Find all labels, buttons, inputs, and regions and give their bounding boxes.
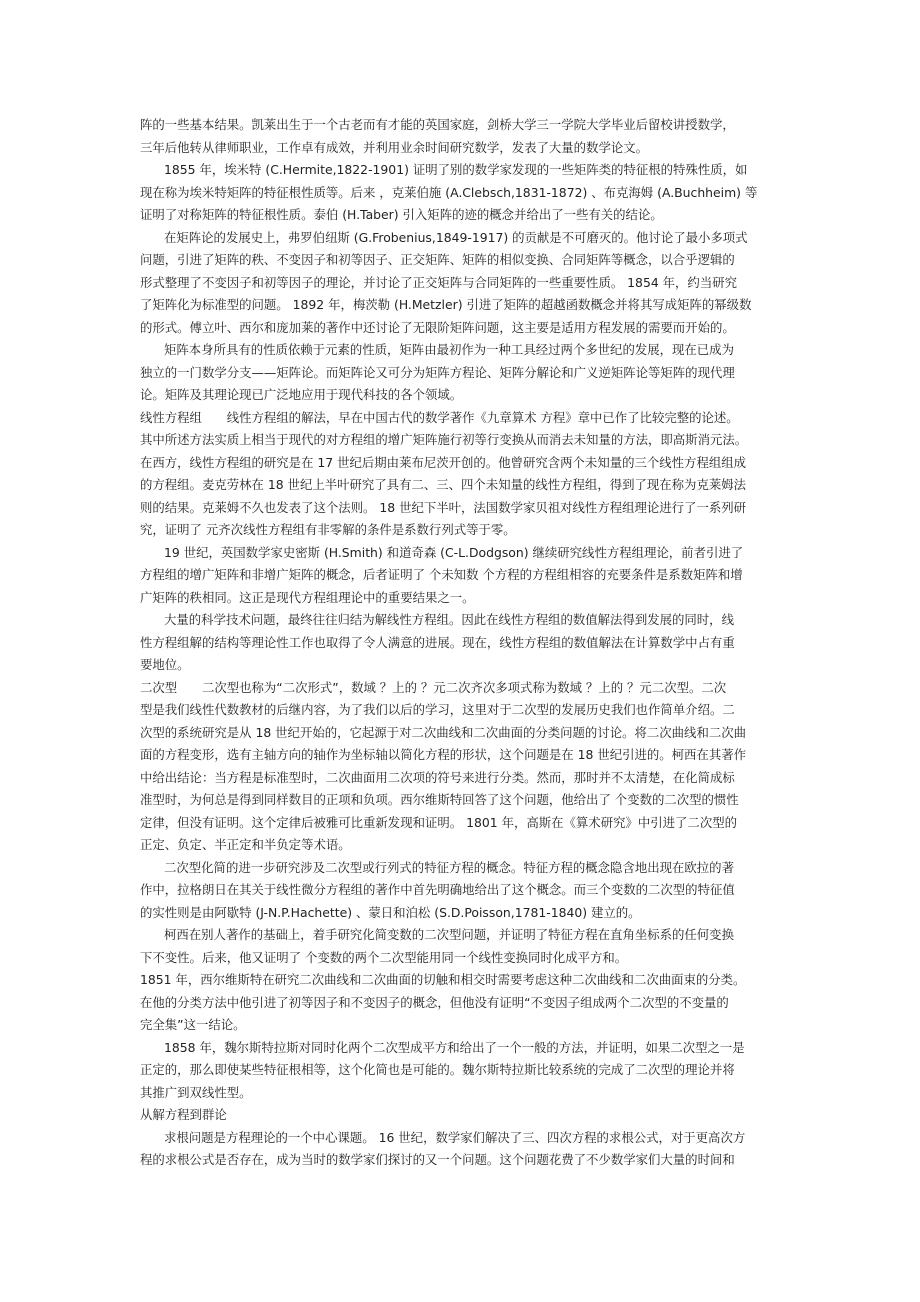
- text-line: 其中所述方法实质上相当于现代的对方程组的增广矩阵施行初等行变换从而消去未知量的方法，即高斯消元法。: [140, 432, 748, 447]
- text-line: 矩阵本身所具有的性质依赖于元素的性质，矩阵由最初作为一种工具经过两个多世纪的发展，现在已成为: [164, 342, 734, 357]
- text-line: 柯西在别人著作的基础上，着手研究化简变数的二次型问题，并证明了特征方程在直角坐标系的任何变换: [164, 927, 734, 942]
- text-line: 大量的科学技术问题，最终往往归结为解线性方程组。因此在线性方程组的数值解法得到发展的同时，线: [164, 612, 734, 627]
- text-line: 方程组的增广矩阵和非增广矩阵的概念，后者证明了 个未知数 个方程的方程组相容的充要条件是系数矩阵和增: [140, 567, 743, 582]
- text-line: 线性方程组 线性方程组的解法，早在中国古代的数学著作《九章算术 方程》章中已作了比较完整的论述。: [140, 409, 739, 425]
- text-line: 广矩阵的秩相同。这正是现代方程组理论中的重要结果之一。: [140, 589, 475, 605]
- text-line: 中给出结论：当方程是标准型时，二次曲面用二次项的符号来进行分类。然而，那时并不太清楚，在化简成标: [140, 769, 735, 785]
- text-line: 从解方程到群论: [140, 1107, 227, 1122]
- text-line: 问题，引进了矩阵的秩、不变因子和初等因子、正交矩阵、矩阵的相似变换、合同矩阵等概念，以合乎逻辑的: [140, 252, 735, 267]
- text-line: 究，证明了 元齐次线性方程组有非零解的条件是系数行列式等于零。: [140, 522, 516, 537]
- text-line: 下不变性。后来，他又证明了 个变数的两个二次型能用同一个线性变换同时化成平方和。: [140, 949, 628, 965]
- text-line: 正定、负定、半正定和半负定等术语。: [140, 837, 351, 852]
- text-line: 性方程组解的结构等理论性工作也取得了令人满意的进展。现在，线性方程组的数值解法在计算数学中占有重: [140, 634, 735, 650]
- text-line: 了矩阵化为标准型的问题。 1892 年，梅茨勒 (H.Metzler) 引进了矩阵的超越函数概念并将其写成矩阵的幂级数: [140, 297, 752, 312]
- text-line: 求根问题是方程理论的一个中心课题。 16 世纪，数学家们解决了三、四次方程的求根公式，对于更高次方: [164, 1129, 746, 1145]
- text-line: 准型时，为何总是得到同样数目的正项和负项。西尔维斯特回答了这个问题，他给出了 个变数的二次型的惯性: [140, 792, 739, 807]
- text-line: 现在称为埃米特矩阵的特征根性质等。后来 ，克莱伯施 (A.Clebsch,1831-1872) 、布克海姆 (A.Buchheim) 等: [140, 184, 758, 200]
- text-line: 阵的一些基本结果。凯莱出生于一个古老而有才能的英国家庭，剑桥大学三一学院大学毕业后留校讲授数学，: [140, 117, 735, 132]
- text-line: 在他的分类方法中他引进了初等因子和不变因子的概念，但他没有证明“不变因子组成两个二次型的不变量的: [140, 994, 729, 1010]
- text-line: 论。矩阵及其理论现已广泛地应用于现代科技的各个领域。: [140, 387, 463, 402]
- text-line: 次型的系统研究是从 18 世纪开始的，它起源于对二次曲线和二次曲面的分类问题的讨论。将二次曲线和二次曲: [140, 724, 747, 740]
- text-line: 1855 年，埃米特 (C.Hermite,1822-1901) 证明了别的数学家发现的一些矩阵类的特征根的特殊性质，如: [164, 162, 748, 177]
- text-line: 1858 年，魏尔斯特拉斯对同时化两个二次型成平方和给出了一个一般的方法，并证明，如果二次型之一是: [164, 1039, 745, 1055]
- text-line: 的方程组。麦克劳林在 18 世纪上半叶研究了具有二、三、四个未知量的线性方程组，得到了现在称为克莱姆法: [140, 477, 747, 492]
- text-line: 完全集”这一结论。: [140, 1017, 246, 1032]
- text-line: 在矩阵论的发展史上，弗罗伯纽斯 (G.Frobenius,1849-1917) 的贡献是不可磨灭的。他讨论了最小多项式: [164, 229, 748, 245]
- text-line: 独立的一门数学分支——矩阵论。而矩阵论又可分为矩阵方程论、矩阵分解论和广义逆矩阵论等矩阵的现代理: [140, 364, 735, 380]
- text-line: 要地位。: [140, 657, 190, 672]
- text-line: 三年后他转从律师职业，工作卓有成效，并利用业余时间研究数学，发表了大量的数学论文。: [140, 139, 649, 155]
- text-line: 定律，但没有证明。这个定律后被雅可比重新发现和证明。 1801 年，高斯在《算术研究》中引进了二次型的: [140, 814, 737, 830]
- text-line: 二次型化简的进一步研究涉及二次型或行列式的特征方程的概念。特征方程的概念隐含地出现在欧拉的著: [164, 859, 734, 875]
- document-body: [140, 114, 788, 1172]
- text-line: 形式整理了不变因子和初等因子的理论，并讨论了正交矩阵与合同矩阵的一些重要性质。 1854 年，约当研究: [140, 274, 737, 290]
- text-line: 型是我们线性代数教材的后继内容，为了我们以后的学习，这里对于二次型的发展历史我们也作简单介绍。二: [140, 702, 735, 717]
- text-line: 19 世纪，英国数学家史密斯 (H.Smith) 和道奇森 (C-L.Dodgson) 继续研究线性方程组理论，前者引进了: [164, 544, 744, 560]
- text-line: 其推广到双线性型。: [140, 1084, 252, 1100]
- text-line: 在西方，线性方程组的研究是在 17 世纪后期由莱布尼茨开创的。他曾研究含两个未知量的三个线性方程组组成: [140, 454, 747, 470]
- text-line: 证明了对称矩阵的特征根性质。泰伯 (H.Taber) 引入矩阵的迹的概念并给出了一些有关的结论。: [140, 207, 663, 222]
- text-line: 正定的，那么即使某些特征根相等，这个化简也是可能的。魏尔斯特拉斯比较系统的完成了二次型的理论并将: [140, 1062, 735, 1077]
- text-line: 则的结果。克莱姆不久也发表了这个法则。 18 世纪下半叶，法国数学家贝祖对线性方程组理论进行了一系列研: [140, 499, 747, 515]
- text-line: 二次型 二次型也称为“二次形式”，数域 ？上的 ？元二次齐次多项式称为数域 ？上的 ？元二次型。二次: [140, 679, 727, 695]
- text-line: 程的求根公式是否存在，成为当时的数学家们探讨的又一个问题。这个问题花费了不少数学家们大量的时间和: [140, 1152, 735, 1167]
- text-line: 1851 年，西尔维斯特在研究二次曲线和二次曲面的切触和相交时需要考虑这种二次曲线和二次曲面束的分类。: [140, 972, 746, 987]
- text-line: 作中，拉格朗日在其关于线性微分方程组的著作中首先明确地给出了这个概念。而三个变数的二次型的特征值: [140, 882, 735, 897]
- text-line: 的形式。傅立叶、西尔和庞加莱的著作中还讨论了无限阶矩阵问题，这主要是适用方程发展的需要而开始的。: [140, 319, 735, 335]
- text-line: 的实性则是由阿歇特 (J-N.P.Hachette) 、蒙日和泊松 (S.D.Poisson,1781-1840) 建立的。: [140, 904, 641, 920]
- text-line: 面的方程变形，选有主轴方向的轴作为坐标轴以简化方程的形状，这个问题是在 18 世纪引进的。柯西在其著作: [140, 747, 747, 762]
